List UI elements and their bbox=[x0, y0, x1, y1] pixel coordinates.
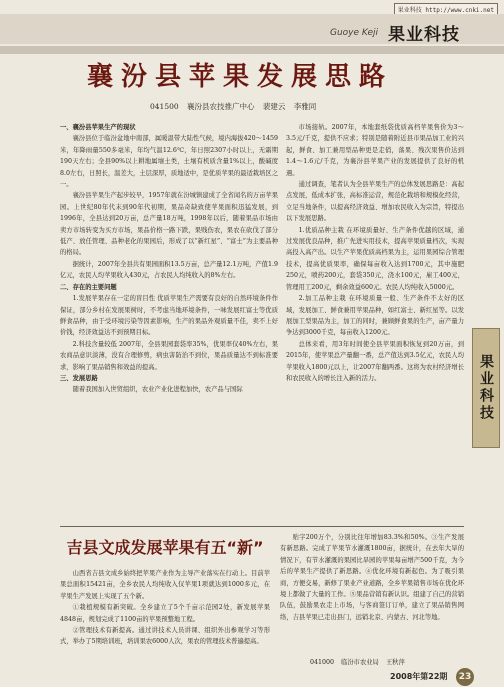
side-section-tab bbox=[472, 328, 500, 448]
body-paragraph: 襄汾县苹果生产起步较早，1957年就在汾城镇建成了全省闻名的万亩苹果园。上世纪80年代末到90年代初期，果品奇缺致使苹果面积迅猛发展，到1996年，全县达到20万亩，总产量18万吨，1998年以后，随着果品市场由卖方市场转变为买方市场，果品价格一路下跌，果贱伤农，果农在砍伐了部分低产、放任管理、品种老化的果园后，形成了以“新红星”、“富士”为主要品种的格局。 bbox=[60, 192, 278, 257]
section-heading: 二、存在的主要问题 bbox=[60, 283, 117, 291]
byline-postcode: 041500 bbox=[150, 102, 179, 111]
body-paragraph: ①栽植规模有新突破。全乡建立了5个千亩示范园2处，新发展苹果4848亩，规划完成了1100亩的苹果预整地工程。 bbox=[60, 604, 270, 623]
magazine-name-en: Guoye Keji bbox=[330, 28, 379, 38]
article2-title: 吉县文成发展苹果有五“新” bbox=[66, 538, 264, 557]
body-paragraph: 随着我国加入世贸组织，农业产业化进程加快，农产品与国际 bbox=[72, 386, 243, 394]
byline2-author: 王秋萍 bbox=[385, 659, 405, 666]
body-paragraph: 1.优质品种主栽 在环境质量好、生产条件优越的区域，通过发展优良品种，推广先进实用技术，提高苹果质量档次，实现高投入高产出。以生产苹果优质高档果为主，运用果园综合管理技术，提高优质果率，确保每亩收入达到1700元，其中施肥250元，喷药200元，套袋350元，浇水100元，雇工400元，管理用工200元，剩余效益600元。农民人均纯收入5000元。 bbox=[286, 226, 464, 291]
byline2-postcode: 041000 bbox=[310, 659, 335, 666]
body-paragraph: 通过调查，笔者认为全县苹果生产的总体发展思路是：高起点发展，低成本扩张，高标准运营，规范化栽培和规模化经营，立足当地条件，以提高经济效益、增加农民收入为宗旨，特提出以下发展思路。 bbox=[286, 181, 464, 223]
body-paragraph: 据统计，2007年全县共有果园面积13.5万亩，总产量12.1万吨，产值1.9亿元，农民人均苹果收入430元，占农民人均纯收入的8%左右。 bbox=[60, 260, 278, 280]
article1-title: 襄汾县苹果发展思路 bbox=[86, 62, 393, 92]
article1-byline bbox=[150, 101, 316, 112]
article2-byline bbox=[310, 657, 405, 666]
article1-right-column bbox=[286, 122, 464, 520]
body-paragraph: 1.发展苹果存在一定的盲目性 优质苹果生产需要有良好的自然环境条件作保证，部分乡村在发展果树时，不考虑当地环境条件，一味发展红富士等优质鲜食品种，由于受环境污染等因素影响，生产的果品外观质量不佳，卖不上好价钱，经济效益达不到预期目标。 bbox=[60, 295, 278, 337]
byline-org: 襄汾县农技推广中心 bbox=[187, 102, 255, 111]
article2-right-column bbox=[280, 532, 464, 670]
section-heading: 三、发展思路 bbox=[60, 374, 98, 382]
article1-left-column bbox=[60, 122, 278, 520]
byline2-org: 临汾市农业局 bbox=[341, 659, 379, 666]
section-divider bbox=[60, 526, 464, 527]
footer-issue: 2008年第22期 bbox=[390, 672, 448, 681]
byline-authors: 裴建云 李雅同 bbox=[262, 102, 317, 111]
body-paragraph: 贴字200万个，分别比往年增加83.3%和50%。③生产发展有新思路。完成了苹果节水灌溉1800亩，据统计，在去年大旱的情况下，有节水灌溉的果园比旱园的苹果每亩增产500千克，为今后的苹果生产提供了新思路。④优化环境有新起色。为了吸引果商，方便交易，新修了果业产业道路，全乡苹果销售市场在优化环境上都做了大量的工作。⑤果品营销有新认识。组建了自己的营销队伍，鼓励果农走上市场，与客商签订订单，建立了果品销售网络，吉县苹果已走出县门，远销北京、内蒙古、河北等地。 bbox=[280, 534, 464, 621]
article2-left-column bbox=[60, 568, 270, 686]
section-heading: 一、襄汾县苹果生产的现状 bbox=[60, 124, 136, 131]
side-tab-label: 果业科技 bbox=[478, 354, 494, 422]
body-paragraph: 总体来看，用3年时间使全县苹果面积恢复到20万亩，到2015年，使苹果总产量翻一番，总产值达到3.5亿元，农民人均苹果收入1800元以上，让2007年翻两番。这将为农村经济增长和农民收入的增长注入新的活力。 bbox=[286, 340, 464, 382]
body-paragraph: 山西省吉县文成乡始终把苹果产业作为主导产业落实在行动上。目前苹果总面积15421亩，全乡农民人均纯收入仅苹果1项就达到1000多元，在苹果生产发展上实现了五个新。 bbox=[60, 570, 270, 600]
page-number: 23 bbox=[456, 668, 474, 686]
body-paragraph: 2.加工品种主栽 在环境质量一般、生产条件不太好的区域，发展加工、鲜食兼用苹果品种，如红富士、新红星等。以发展加工型果品为主，加工的同时，兼顾鲜食果的生产，亩产量力争达到3000千克，每亩收入1200元。 bbox=[286, 295, 464, 337]
body-paragraph: 市场接轨。2007年，本地套纸袋优质高档苹果售价为3～3.5元/千克，提供不应求；特别是随着附近县市果品加工业的兴起，鲜食、加工兼用型品种更是走俏，落果、残次果售价达到1.4～1.6元/千克，为襄汾县苹果产业的发展提供了良好的机遇。 bbox=[286, 124, 464, 177]
magazine-name-cn: 果业科技 bbox=[388, 25, 460, 45]
body-paragraph: 襄汾县位于临汾盆地中南部，属暖温带大陆性气候，境内海拔420～1459米，年降雨量550多毫米，年均气温12.6℃，年日照2307小时以上，无霜期190天左右；全县90%以上耕地属壤土类，土壤有机质含量1%以上，酸碱度8.0左右，日照长，温差大，土层深厚，质地适中，是优质苹果的最适栽培区之一。 bbox=[60, 135, 278, 189]
body-paragraph: 2.科技含量较低 2007年，全县果园套袋率35%，优果率仅40%左右，果农商品意识淡薄，没有合理修剪，病虫害防治不到位，果品质量达不到标准要求，影响了果品销售和效益的提高。 bbox=[60, 340, 278, 371]
body-paragraph: ②管理技术有新提高。通过讲技术人员讲课、组织外出参观学习等形式，举办了5期培训班，培训果农6000人次，果农的管理技术普遍提高。 bbox=[60, 627, 270, 646]
source-url-box: 果业科技 http://www.cnki.net bbox=[394, 3, 498, 16]
header-gray-band bbox=[0, 46, 504, 54]
